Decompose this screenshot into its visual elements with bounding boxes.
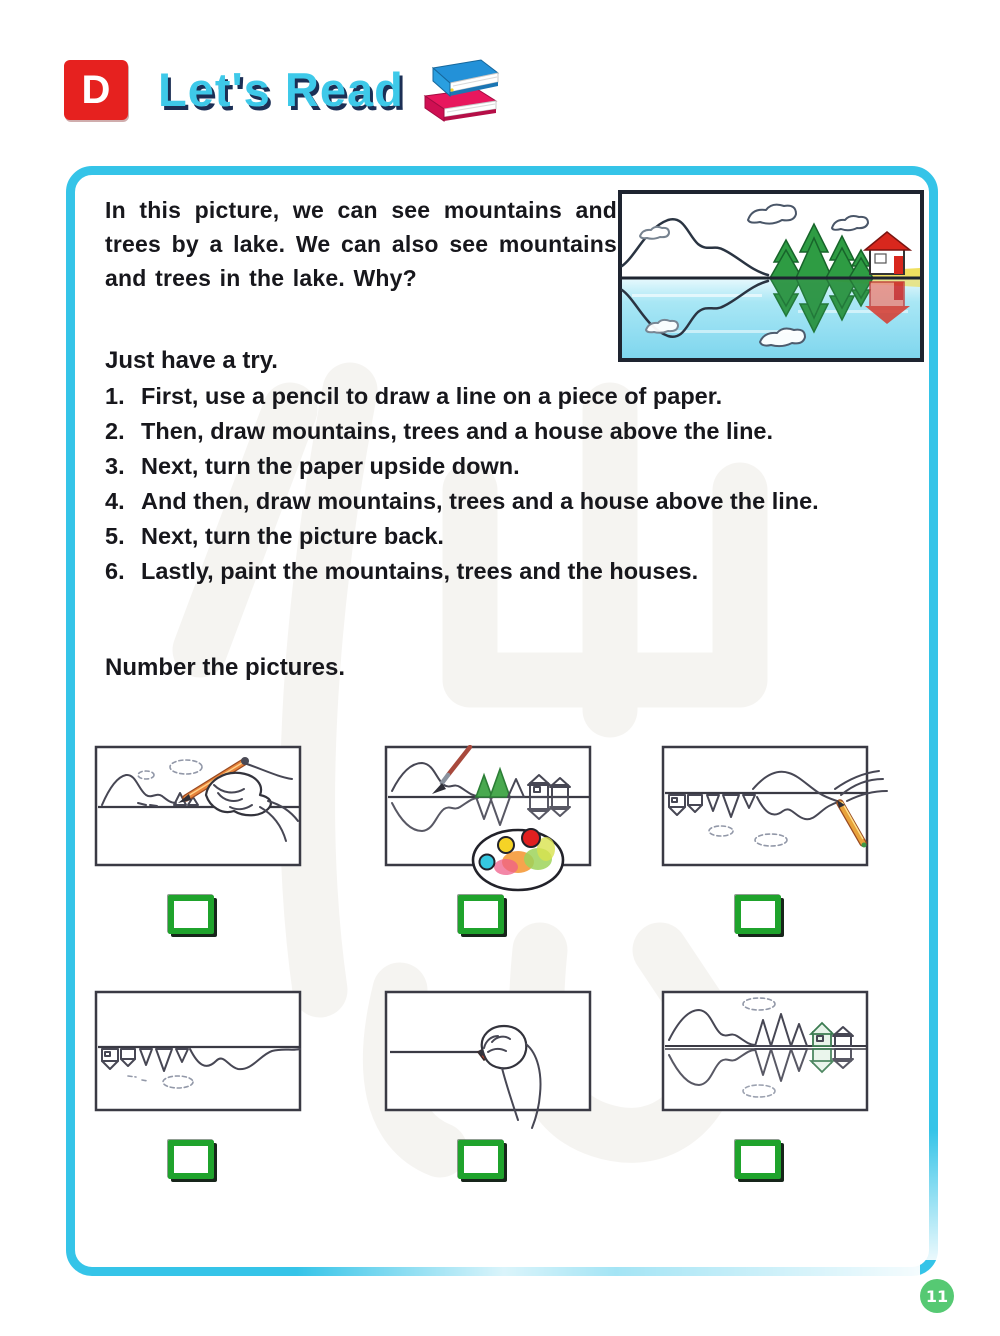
- answer-box-6[interactable]: [735, 1140, 781, 1179]
- step-text: Then, draw mountains, trees and a house above the line.: [141, 418, 774, 444]
- step-item: [105, 558, 927, 593]
- step-number: 4.: [105, 488, 125, 514]
- section-badge: D: [64, 60, 128, 120]
- step-number: 2.: [105, 418, 125, 444]
- step-item: [105, 523, 927, 558]
- answer-box-1[interactable]: [168, 895, 214, 934]
- exercise-picture-3: [661, 745, 889, 934]
- page-number-badge: 11: [920, 1279, 954, 1313]
- hand-drawing-line-picture: [384, 990, 612, 1140]
- answer-box-3[interactable]: [735, 895, 781, 934]
- steps-list: [105, 383, 927, 593]
- step-number: 3.: [105, 453, 125, 479]
- exercise-picture-4: [94, 990, 322, 1179]
- intro-paragraph: In this picture, we can see mountains and trees by a lake. We can also see mountains and trees in the lake. Why?: [105, 197, 617, 291]
- step-text: Lastly, paint the mountains, trees and the houses.: [141, 558, 699, 584]
- exercise-instruction: Number the pictures.: [105, 654, 346, 681]
- frame-fade-right: [916, 1130, 940, 1260]
- step-number: 5.: [105, 523, 125, 549]
- exercise-picture-6: [661, 990, 889, 1179]
- step-text: And then, draw mountains, trees and a house above the line.: [141, 488, 819, 514]
- upside-down-paper-picture: [94, 990, 322, 1140]
- step-item: [105, 453, 927, 488]
- step-item: [105, 383, 927, 418]
- stacked-books-icon: [403, 56, 503, 136]
- lake-picture: [618, 190, 925, 362]
- exercise-picture-5: [384, 990, 612, 1179]
- frame-fade-bottom: [120, 1256, 920, 1278]
- step-item: [105, 418, 927, 453]
- step-number: 1.: [105, 383, 125, 409]
- step-number: 6.: [105, 558, 125, 584]
- step-text: Next, turn the picture back.: [141, 523, 444, 549]
- exercise-picture-2: [384, 745, 612, 934]
- painting-with-palette-picture: [384, 745, 612, 895]
- step-text: Next, turn the paper upside down.: [141, 453, 520, 479]
- drawing-on-upside-down-paper-picture: [661, 745, 889, 895]
- page-title: Let's Read: [158, 63, 404, 116]
- answer-box-2[interactable]: [458, 895, 504, 934]
- finished-mirror-drawing-picture: [661, 990, 889, 1140]
- hand-drawing-mountains-picture: [94, 745, 322, 895]
- step-item: [105, 488, 927, 523]
- try-heading: Just have a try.: [105, 347, 278, 374]
- answer-box-5[interactable]: [458, 1140, 504, 1179]
- answer-box-4[interactable]: [168, 1140, 214, 1179]
- exercise-picture-1: [94, 745, 322, 934]
- step-text: First, use a pencil to draw a line on a piece of paper.: [141, 383, 723, 409]
